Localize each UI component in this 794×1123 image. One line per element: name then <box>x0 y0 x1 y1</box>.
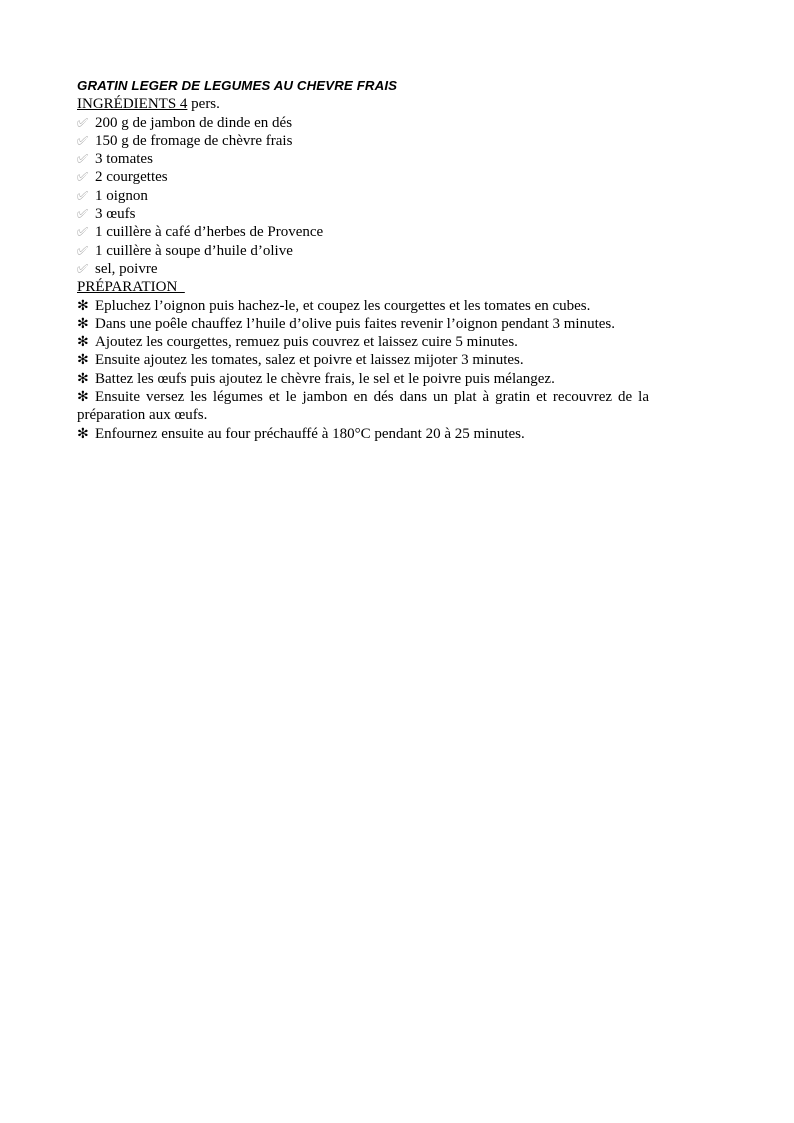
servings-text: pers. <box>187 96 220 113</box>
check-icon: ✅︎ <box>77 207 88 223</box>
asterisk-star-icon: ✻ <box>77 315 89 332</box>
asterisk-star-icon: ✻ <box>77 297 89 314</box>
asterisk-star-icon: ✻ <box>77 389 89 406</box>
ingredients-heading <box>77 95 649 113</box>
preparation-heading <box>77 278 649 296</box>
ingredient-item <box>77 132 649 150</box>
ingredient-text: 3 œufs <box>95 206 136 223</box>
ingredient-item <box>77 260 649 278</box>
check-icon: ✅︎ <box>77 133 88 149</box>
check-icon: ✅︎ <box>77 261 88 277</box>
asterisk-star-icon: ✻ <box>77 334 89 351</box>
ingredient-text: 200 g de jambon de dinde en dés <box>95 114 293 131</box>
preparation-steps <box>77 297 649 443</box>
preparation-step <box>77 297 649 315</box>
preparation-step <box>77 388 649 425</box>
ingredient-text: 1 cuillère à café d’herbes de Provence <box>95 224 324 241</box>
preparation-step <box>77 315 649 333</box>
step-text: Battez les œufs puis ajoutez le chèvre frais, le sel et le poivre puis mélangez. <box>95 370 555 387</box>
recipe-document <box>77 77 649 443</box>
step-text: Ensuite ajoutez les tomates, salez et poivre et laissez mijoter 3 minutes. <box>95 352 524 369</box>
preparation-label: PRÉPARATION <box>77 279 185 296</box>
ingredient-item <box>77 205 649 223</box>
preparation-step <box>77 333 649 351</box>
check-icon: ✅︎ <box>77 152 88 168</box>
step-text: Dans une poêle chauffez l’huile d’olive puis faites revenir l’oignon pendant 3 minutes. <box>95 315 615 332</box>
ingredient-item <box>77 223 649 241</box>
preparation-step <box>77 370 649 388</box>
ingredient-text: 150 g de fromage de chèvre frais <box>95 132 293 149</box>
preparation-step <box>77 351 649 369</box>
ingredient-item <box>77 187 649 205</box>
ingredient-text: sel, poivre <box>95 260 158 277</box>
step-text: Enfournez ensuite au four préchauffé à 180°C pendant 20 à 25 minutes. <box>95 425 525 442</box>
asterisk-star-icon: ✻ <box>77 425 89 442</box>
ingredient-item <box>77 150 649 168</box>
check-icon: ✅︎ <box>77 225 88 241</box>
asterisk-star-icon: ✻ <box>77 370 89 387</box>
preparation-step <box>77 425 649 443</box>
check-icon: ✅︎ <box>77 170 88 186</box>
step-text: Epluchez l’oignon puis hachez-le, et coupez les courgettes et les tomates en cubes. <box>95 297 591 314</box>
check-icon: ✅︎ <box>77 188 88 204</box>
ingredient-text: 3 tomates <box>95 151 153 168</box>
ingredients-label: INGRÉDIENTS 4 <box>77 96 188 113</box>
recipe-title: GRATIN LEGER DE LEGUMES AU CHEVRE FRAIS <box>77 78 398 93</box>
ingredient-item <box>77 168 649 186</box>
ingredient-text: 2 courgettes <box>95 169 168 186</box>
step-text: Ajoutez les courgettes, remuez puis couvrez et laissez cuire 5 minutes. <box>95 334 518 351</box>
check-icon: ✅︎ <box>77 115 88 131</box>
asterisk-star-icon: ✻ <box>77 352 89 369</box>
ingredient-item <box>77 242 649 260</box>
ingredients-list <box>77 114 649 279</box>
ingredient-item <box>77 114 649 132</box>
ingredient-text: 1 cuillère à soupe d’huile d’olive <box>95 242 293 259</box>
check-icon: ✅︎ <box>77 243 88 259</box>
step-text: Ensuite versez les légumes et le jambon en dés dans un plat à gratin et recouvrez de la préparation aux œufs. <box>77 389 649 424</box>
ingredient-text: 1 oignon <box>95 187 148 204</box>
